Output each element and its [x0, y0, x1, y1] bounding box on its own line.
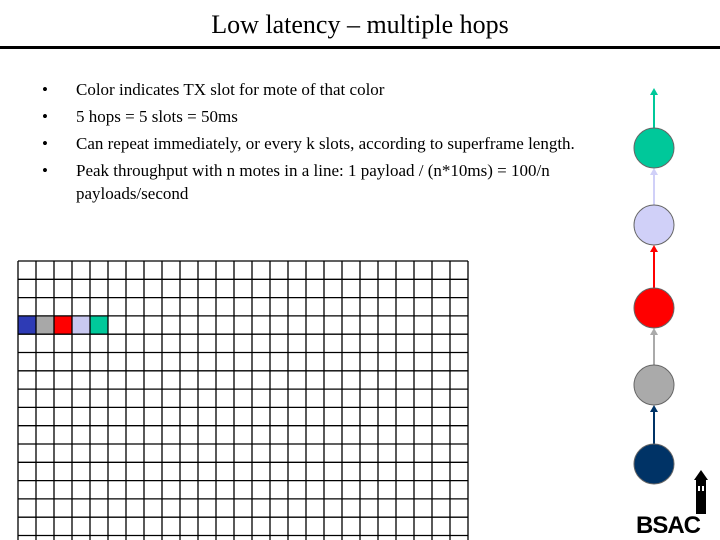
bullet-item: • Can repeat immediately, or every k slots, according to superframe length.: [42, 132, 602, 155]
hop-arrow: [650, 405, 658, 444]
mote-red: [634, 288, 674, 328]
logo-text: BSAC: [636, 512, 701, 539]
slide-title: Low latency – multiple hops: [211, 10, 509, 39]
bullet-item: • Peak throughput with n motes in a line: 1 payload / (n*10ms) = 100/n payloads/second: [42, 159, 602, 205]
mote-gray: [634, 365, 674, 405]
bullet-item: • Color indicates TX slot for mote of that color: [42, 78, 602, 101]
hop-arrow: [650, 88, 658, 128]
mote-lavender: [634, 205, 674, 245]
bsac-logo: [636, 470, 720, 540]
bullet-item: • 5 hops = 5 slots = 50ms: [42, 105, 602, 128]
hop-arrow: [650, 328, 658, 365]
mote-teal: [634, 128, 674, 168]
hop-arrow: [650, 168, 658, 205]
hop-arrow: [650, 245, 658, 288]
